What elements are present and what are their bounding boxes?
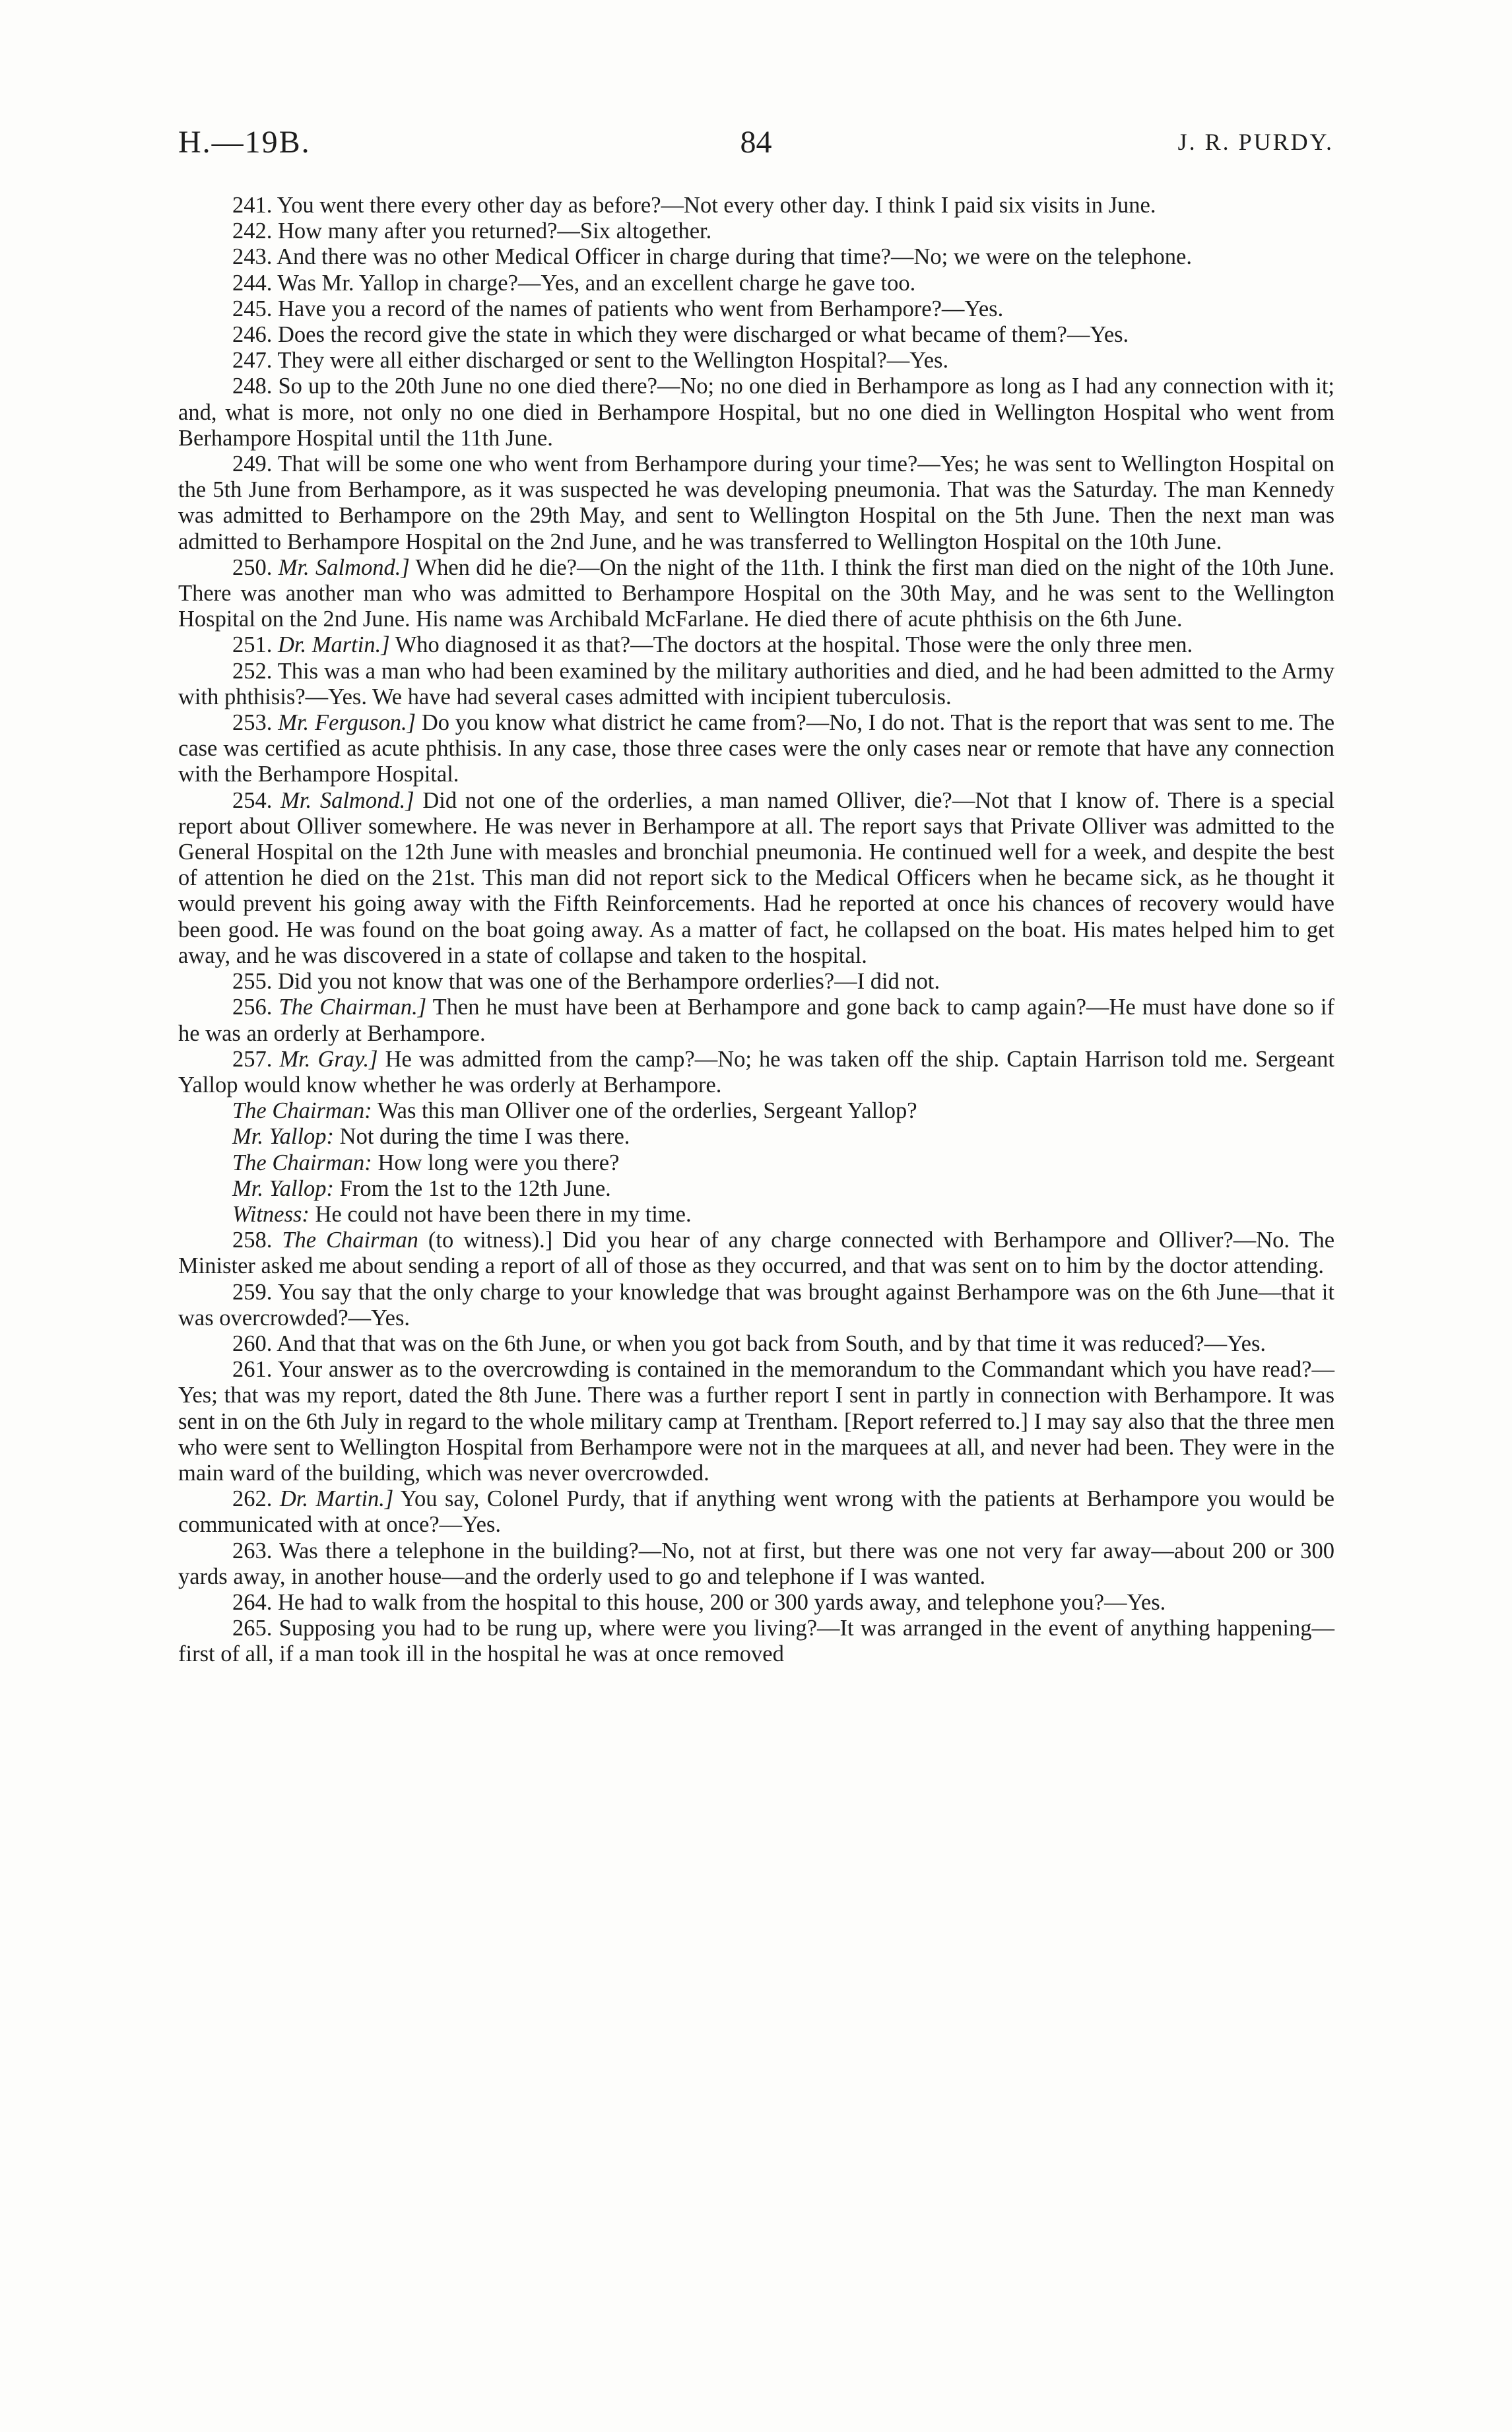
evidence-paragraph [178,1616,1334,1667]
paragraph-text: He had to walk from the hospital to this house, 200 or 300 yards away, and telephone you?—Yes. [278,1589,1166,1615]
paragraph-text: How many after you returned?—Six altogether. [278,218,712,244]
paragraph-text: They were all either discharged or sent to the Wellington Hospital?—Yes. [277,348,949,374]
evidence-paragraph [178,348,1334,374]
paragraph-text: He could not have been there in my time. [315,1201,692,1227]
question-number: 249. [232,451,273,477]
evidence-paragraph [178,1228,1334,1279]
evidence-paragraph [178,659,1334,710]
evidence-paragraph [178,1124,1334,1150]
paragraph-text: Does the record give the state in which they were discharged or what became of them?—Yes. [278,322,1129,348]
evidence-paragraph [178,374,1334,451]
paragraph-text: Do you know what district he came from?—No, I do not. That is the report that was sent to me. The case was certified as acute phthisis. In any case, those three cases were the only cases near or remote that have any connection with the Berhampore Hospital. [178,710,1335,787]
page-header [178,124,1334,164]
speaker-label: The Chairman: [232,1098,372,1124]
evidence-paragraph [178,1486,1334,1538]
paragraph-text: Did you not know that was one of the Berhampore orderlies?—I did not. [278,969,940,995]
question-number: 243. [232,244,273,270]
speaker-label: Mr. Yallop: [232,1124,335,1150]
document-reference: H.—19B. [178,125,311,160]
witness-name: J. R. PURDY. [1177,129,1334,155]
evidence-paragraph [178,244,1334,270]
paragraph-text: So up to the 20th June no one died there?—No; no one died in Berhampore as long as I had any connection with it; and, what is more, not only no one died in Berhampore Hospital, but no one died in Wellington Hospital who went from Berhampore Hospital until the 11th June. [178,374,1335,451]
evidence-paragraph [178,271,1334,296]
speaker-label: Mr. Salmond.] [278,554,410,580]
evidence-paragraph [178,1047,1334,1098]
evidence-paragraph [178,322,1334,348]
page-number: 84 [740,125,772,160]
paragraph-text: You say, Colonel Purdy, that if anything went wrong with the patients at Berhampore you would be communicated with at once?—Yes. [178,1486,1334,1538]
paragraph-text: Did not one of the orderlies, a man named Olliver, die?—Not that I know of. There is a special report about Olliver somewhere. He was never in Berhampore at all. The report says that Private Olliver was admitted to the General Hospital on the 12th June with measles and bronchial pneumonia. He continued well for a week, and despite the best of attention he died on the 21st. This man did not report sick to the Medical Officers when he became sick, as he thought it would prevent his going away with the Fifth Reinforcements. Had he reported at once his chances of recovery would have been good. He was found on the boat going away. As a matter of fact, he collapsed on the boat. His mates helped him to get away, and he was discovered in a state of collapse and taken to the hospital. [178,787,1335,968]
evidence-paragraph [178,1590,1334,1616]
paragraph-text: Your answer as to the overcrowding is contained in the memorandum to the Commandant which you have read?—Yes; that was my report, dated the 8th June. There was a further report I sent in partly in connection with Berhampore. It was sent in on the 6th July in regard to the whole military camp at Trentham. [Report referred to.] I may say also that the three men who were sent to Wellington Hospital from Berhampore were not in the marquees at all, and never had been. They were in the main ward of the building, which was never overcrowded. [178,1357,1334,1486]
evidence-paragraph [178,451,1334,555]
evidence-paragraph [178,1098,1334,1124]
question-number: 261. [232,1357,273,1383]
speaker-label: Mr. Salmond.] [280,787,414,813]
question-number: 263. [232,1538,273,1563]
speaker-label: The Chairman: [232,1150,372,1175]
question-number: 251. [232,632,273,658]
question-number: 256. [232,995,273,1020]
paragraph-text: Was there a telephone in the building?—No, not at first, but there was one not very far away—about 200 or 300 yards away, in another house—and the orderly used to go and telephone if I was wanted. [178,1538,1334,1589]
evidence-text [178,193,1334,1668]
question-number: 257. [232,1046,273,1072]
question-number: 264. [232,1589,273,1615]
paragraph-text: Then he must have been at Berhampore and gone back to camp again?—He must have done so if he was an orderly at Berhampore. [178,995,1334,1046]
question-number: 260. [232,1331,273,1356]
paragraph-text: That will be some one who went from Berhampore during your time?—Yes; he was sent to Wellington Hospital on the 5th June from Berhampore, as it was suspected he was developing pneumonia. That was the Saturday. The man Kennedy was admitted to Berhampore on the 29th May, and sent to Wellington Hospital on the 5th June. Then the next man was admitted to Berhampore Hospital on the 2nd June, and he was transferred to Wellington Hospital on the 10th June. [178,451,1334,554]
paragraph-text: You say that the only charge to your knowledge that was brought against Berhampore was on the 6th June—that it was overcrowded?—Yes. [178,1279,1334,1331]
evidence-paragraph [178,995,1334,1046]
speaker-label: The Chairman [282,1228,418,1253]
question-number: 258. [232,1228,273,1253]
question-number: 252. [232,658,273,684]
evidence-paragraph [178,1280,1334,1331]
evidence-paragraph [178,1202,1334,1228]
question-number: 253. [232,710,273,736]
paragraph-text: From the 1st to the 12th June. [339,1175,611,1201]
question-number: 248. [232,374,273,399]
speaker-label: Mr. Yallop: [232,1175,335,1201]
question-number: 247. [232,348,273,374]
paragraph-text: Was Mr. Yallop in charge?—Yes, and an excellent charge he gave too. [277,270,916,296]
paragraph-text: Supposing you had to be rung up, where were you living?—It was arranged in the event of anything happening—first of all, if a man took ill in the hospital he was at once removed [178,1616,1335,1667]
evidence-paragraph [178,1176,1334,1202]
paragraph-text: You went there every other day as before?—Not every other day. I think I paid six visits in June. [277,193,1156,218]
evidence-paragraph [178,788,1334,969]
speaker-label: Dr. Martin.] [279,1486,394,1512]
evidence-paragraph [178,193,1334,218]
speaker-label: Mr. Ferguson.] [278,710,416,736]
evidence-paragraph [178,218,1334,244]
evidence-paragraph [178,710,1334,788]
evidence-paragraph [178,1150,1334,1176]
paragraph-text: Was this man Olliver one of the orderlies, Sergeant Yallop? [377,1098,917,1124]
question-number: 259. [232,1279,273,1305]
question-number: 246. [232,322,273,348]
evidence-paragraph [178,969,1334,995]
evidence-paragraph [178,1538,1334,1590]
paragraph-text: This was a man who had been examined by the military authorities and died, and he had been admitted to the Army with phthisis?—Yes. We have had several cases admitted with incipient tuberculosis. [178,658,1334,709]
question-number: 241. [232,193,273,218]
question-number: 265. [232,1616,273,1641]
paragraph-text: And there was no other Medical Officer in charge during that time?—No; we were on the telephone. [277,244,1192,270]
paragraph-text: How long were you there? [378,1150,620,1175]
question-number: 254. [232,787,273,813]
evidence-paragraph [178,296,1334,322]
paragraph-text: Who diagnosed it as that?—The doctors at the hospital. Those were the only three men. [395,632,1193,658]
paragraph-text: And that that was on the 6th June, or when you got back from South, and by that time it was reduced?—Yes. [277,1331,1266,1356]
evidence-paragraph [178,632,1334,658]
paragraph-text: (to witness).] Did you hear of any charge connected with Berhampore and Olliver?—No. The Minister asked me about sending a report of all of those as they occurred, and that was sent on to him by the doctor attending. [178,1228,1335,1279]
evidence-paragraph [178,1357,1334,1486]
question-number: 245. [232,296,273,321]
evidence-paragraph [178,555,1334,633]
question-number: 242. [232,218,273,244]
question-number: 250. [232,554,273,580]
question-number: 244. [232,270,273,296]
speaker-label: Dr. Martin.] [278,632,390,658]
question-number: 262. [232,1486,273,1512]
speaker-label: The Chairman.] [279,995,427,1020]
question-number: 255. [232,969,273,995]
paragraph-text: When did he die?—On the night of the 11th. I think the first man died on the night of the 10th June. There was another man who was admitted to Berhampore Hospital on the 30th May, and he was sent to the Wellington Hospital on the 2nd June. His name was Archibald McFarlane. He died there of acute phthisis on the 6th June. [178,554,1334,632]
paragraph-text: He was admitted from the camp?—No; he was taken off the ship. Captain Harrison told me. Sergeant Yallop would know whether he was orderly at Berhampore. [178,1046,1334,1098]
paragraph-text: Not during the time I was there. [339,1124,630,1150]
speaker-label: Witness: [232,1201,310,1227]
evidence-paragraph [178,1331,1334,1357]
paragraph-text: Have you a record of the names of patients who went from Berhampore?—Yes. [278,296,1004,321]
speaker-label: Mr. Gray.] [279,1046,378,1072]
